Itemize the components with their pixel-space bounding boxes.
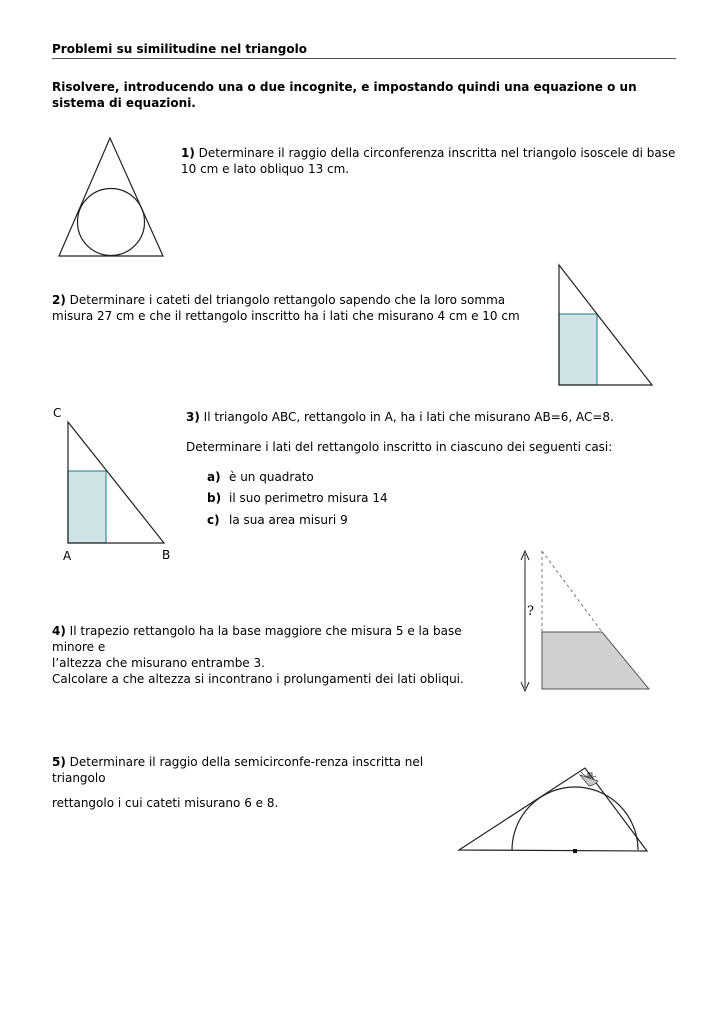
title-divider (52, 58, 676, 59)
problem-3 (186, 409, 666, 425)
problem-5 (52, 754, 472, 811)
problem-3-item-a (207, 469, 314, 485)
problem-3-item-c (207, 512, 348, 528)
problem-5-number: 5) (52, 755, 66, 769)
problem-4-number: 4) (52, 624, 66, 638)
figure-2-triangle-rectangle (554, 262, 656, 390)
intro-text: Risolvere, introducendo una o due incognite, e impostando quindi una equazione o un sistema di equazioni. (52, 80, 637, 110)
problem-3-instruction: Determinare i lati del rettangolo inscritto in ciascuno dei seguenti casi: (186, 440, 613, 454)
figure-3-triangle-abc (64, 418, 168, 548)
problem-1-text: Determinare il raggio della circonferenza inscritta nel triangolo isoscele di base 10 cm e lato obliquo 13 cm. (181, 146, 676, 176)
figure-5-triangle-semicircle (455, 762, 653, 858)
problem-4-line-1 (52, 623, 492, 655)
problem-4-text-1: Il trapezio rettangolo ha la base maggiore che misura 5 e la base minore e (52, 624, 462, 654)
item-c-text: la sua area misuri 9 (229, 513, 348, 527)
problem-2-number: 2) (52, 293, 66, 307)
problem-4-line-2: l’altezza che misurano entrambe 3. (52, 656, 265, 670)
problem-5-text-1: Determinare il raggio della semicirconfe-renza inscritta nel triangolo (52, 755, 424, 785)
figure-1-triangle-incircle (55, 135, 167, 261)
item-b-label: b) (207, 491, 222, 505)
problem-5-line-2: rettangolo i cui cateti misurano 6 e 8. (52, 796, 279, 810)
problem-3-number: 3) (186, 410, 200, 424)
problem-3-text: Il triangolo ABC, rettangolo in A, ha i lati che misurano AB=6, AC=8. (203, 410, 614, 424)
item-c-label: c) (207, 513, 220, 527)
item-a-text: è un quadrato (229, 470, 314, 484)
problem-1-number: 1) (181, 146, 195, 160)
problem-4-line-3: Calcolare a che altezza si incontrano i prolungamenti dei lati obliqui. (52, 672, 464, 686)
vertex-label-b: B (162, 548, 171, 562)
problem-2 (52, 292, 542, 324)
problem-2-text: Determinare i cateti del triangolo rettangolo sapendo che la loro somma misura 27 cm e che il rettangolo inscritto ha i lati che misurano 4 cm e 10 cm (52, 293, 520, 323)
problem-1 (181, 145, 676, 177)
problem-5-line-1 (52, 754, 472, 786)
item-b-text: il suo perimetro misura 14 (229, 491, 388, 505)
item-a-label: a) (207, 470, 221, 484)
figure-4-trapezoid (516, 546, 656, 694)
page-title: Problemi su similitudine nel triangolo (52, 42, 307, 56)
problem-4 (52, 623, 492, 687)
vertex-label-a: A (63, 549, 72, 563)
problem-3-item-b (207, 490, 388, 506)
height-question-label: ? (527, 604, 534, 619)
vertex-label-c: C (53, 406, 62, 420)
